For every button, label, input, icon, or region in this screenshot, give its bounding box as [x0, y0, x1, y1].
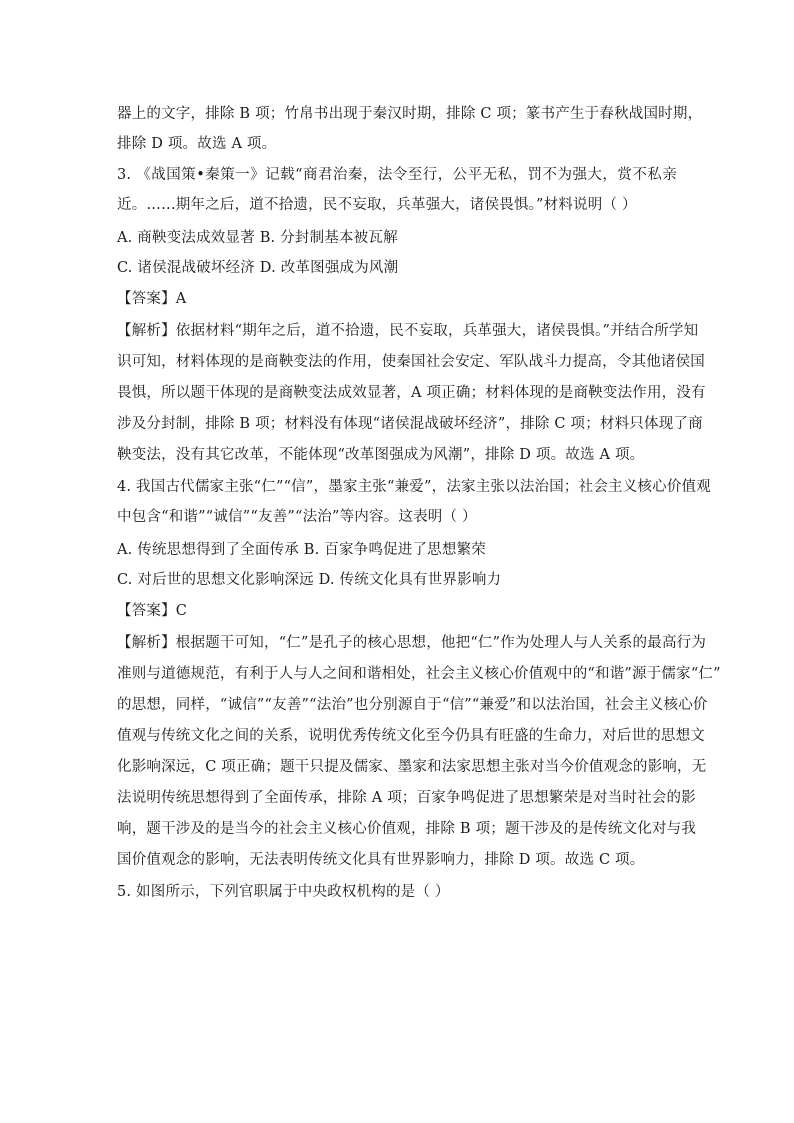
question-3-analysis: 识可知，材料体现的是商鞅变法的作用，使秦国社会安定、军队战斗力提高，令其他诸侯国: [117, 354, 705, 370]
question-4-analysis: 准则与道德规范，有利于人与人之间和谐相处，社会主义核心价值观中的“和谐”源于儒家“仁”: [117, 666, 721, 682]
question-4-analysis: 法说明传统思想得到了全面传承，排除 A 项；百家争鸣促进了思想繁荣是对当时社会的影: [117, 790, 696, 806]
text-line: 器上的文字，排除 B 项；竹帛书出现于秦汉时期，排除 C 项；篆书产生于春秋战国时期，: [117, 106, 703, 122]
question-4-analysis: 国价值观念的影响，无法表明传统文化具有世界影响力，排除 D 项。故选 C 项。: [117, 852, 645, 868]
question-4-analysis: 【解析】根据题干可知，“仁”是孔子的核心思想，他把“仁”作为处理人与人关系的最高行为: [117, 635, 707, 651]
question-3-analysis: 鞅变法，没有其它改革，不能体现“改革图强成为风潮”，排除 D 项。故选 A 项。: [117, 447, 645, 463]
question-4-analysis: 化影响深远，C 项正确；题干只提及儒家、墨家和法家思想主张对当今价值观念的影响，无: [117, 759, 707, 775]
question-4-stem: 中包含“和谐”“诚信”“友善”“法治”等内容。这表明（ ）: [117, 509, 477, 525]
question-3-analysis: 畏惧，所以题干体现的是商鞅变法成效显著，A 项正确；材料体现的是商鞅变法作用，没有: [117, 385, 706, 401]
question-3-analysis: 【解析】依据材料“期年之后，道不拾遗，民不妄取，兵革强大，诸侯畏惧。”并结合所学知: [117, 323, 699, 339]
question-3-stem: 3. 《战国策•秦策一》记载“商君治秦，法令至行，公平无私，罚不为强大，赏不私亲: [117, 167, 677, 183]
question-4-analysis: 响，题干涉及的是当今的社会主义核心价值观，排除 B 项；题干涉及的是传统文化对与我: [117, 821, 697, 837]
question-4-analysis: 值观与传统文化之间的关系，说明优秀传统文化至今仍具有旺盛的生命力，对后世的思想文: [117, 728, 705, 744]
question-4-stem: 4. 我国古代儒家主张“仁”“信”，墨家主张“兼爱”，法家主张以法治国；社会主义核心价值观: [117, 479, 711, 495]
text-line: 排除 D 项。故选 A 项。: [117, 136, 277, 152]
question-3-options: A. 商鞅变法成效显著 B. 分封制基本被瓦解: [117, 230, 398, 246]
question-4-options: A. 传统思想得到了全面传承 B. 百家争鸣促进了思想繁荣: [117, 542, 486, 558]
question-3-options: C. 诸侯混战破坏经济 D. 改革图强成为风潮: [117, 260, 399, 276]
question-3-analysis: 涉及分封制，排除 B 项；材料没有体现“诸侯混战破坏经济”，排除 C 项；材料只体现了商: [117, 416, 703, 432]
question-3-answer: 【答案】A: [117, 291, 187, 307]
question-5-stem: 5. 如图所示，下列官职属于中央政权机构的是（ ）: [117, 884, 450, 900]
question-3-stem: 近。……期年之后，道不拾遗，民不妄取，兵革强大，诸侯畏惧。”材料说明（ ）: [117, 197, 637, 213]
question-4-answer: 【答案】C: [117, 603, 188, 619]
question-4-options: C. 对后世的思想文化影响深远 D. 传统文化具有世界影响力: [117, 572, 502, 588]
question-4-analysis: 的思想，同样，“诚信”“友善”“法治”也分别源自于“信”“兼爱”和以法治国，社会主义核心价: [117, 697, 708, 713]
